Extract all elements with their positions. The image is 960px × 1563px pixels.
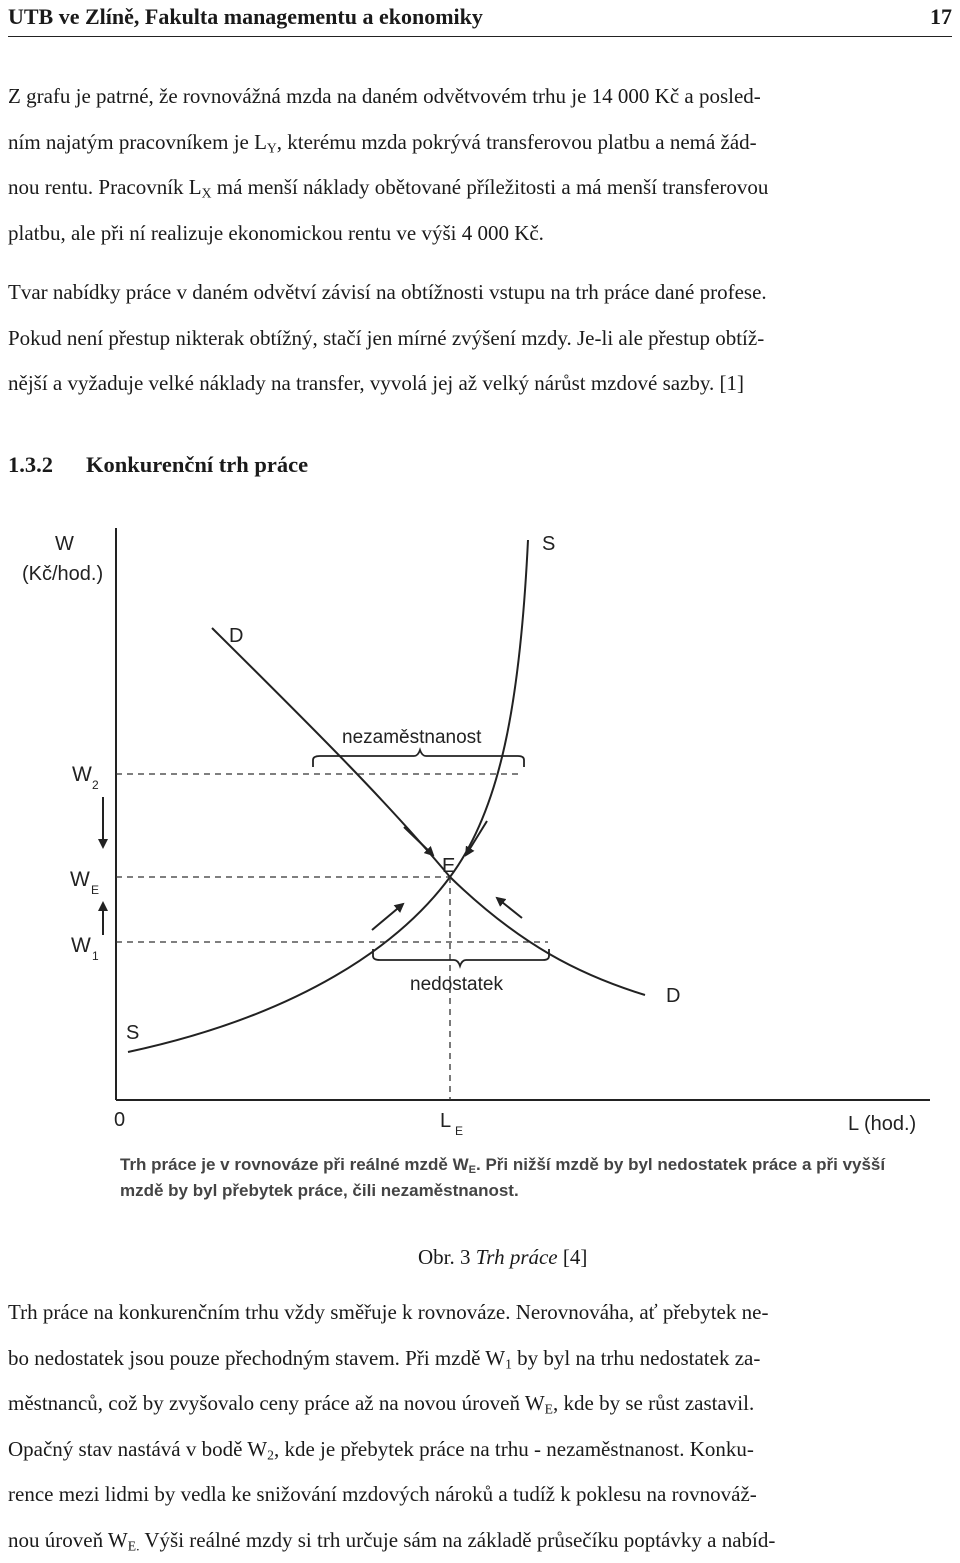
p1-line-1: Z grafu je patrné, že rovnovážná mzda na daném odvětvovém trhu je 14 000 Kč a posled- — [8, 74, 952, 120]
equilibrium-label: E — [442, 855, 455, 877]
p3-line-1: Trh práce na konkurenčním trhu vždy směřuje k rovnováze. Nerovnováha, ať přebytek ne- — [8, 1290, 952, 1336]
x-axis-label: L (hod.) — [848, 1113, 916, 1135]
caption-title: Trh práce — [476, 1245, 558, 1269]
p1-line-4: platbu, ale při ní realizuje ekonomickou rentu ve výši 4 000 Kč. — [8, 211, 952, 257]
shortage-brace — [373, 949, 549, 966]
demand-curve — [212, 628, 645, 995]
le-sub: E — [455, 1124, 463, 1138]
p3-line-6: nou úroveň $W_{E.}$ Výši reálné mzdy si trh určuje sám na základě průsečíku poptávky a nabíd- — [8, 1518, 952, 1563]
shortage-label: nedostatek — [410, 974, 503, 995]
header-title: UTB ve Zlíně, Fakulta managementu a ekonomiky — [8, 4, 483, 30]
section-title: Konkurenční trh práce — [86, 452, 308, 477]
w1-label: W — [71, 934, 91, 957]
paragraph-2 — [8, 270, 952, 407]
origin-label: 0 — [114, 1109, 125, 1131]
p3-line-5: rence mezi lidmi by vedla ke snižování mzdových nároků a tudíž k poklesu na rovnováž- — [8, 1472, 952, 1518]
p1-line-3: nou rentu. Pracovník $L_X$ má menší náklady obětované příležitosti a má menší transferovou — [8, 165, 952, 211]
section-heading — [8, 452, 308, 478]
le-label: L — [440, 1110, 451, 1132]
caption-prefix: Obr. 3 — [418, 1245, 471, 1269]
p3-line-3: městnanců, což by zvyšovalo ceny práce až na novou úroveň $W_E$, kde by se růst zastavil. — [8, 1381, 952, 1427]
supply-label-top: S — [542, 533, 555, 555]
arrow-bottomleft-icon — [372, 904, 403, 930]
section-number: 1.3.2 — [8, 452, 86, 478]
p2-line-3: nější a vyžaduje velké náklady na transfer, vyvolá jej až velký nárůst mzdové sazby. [1] — [8, 361, 952, 407]
labor-market-figure — [0, 505, 960, 1225]
p3-line-2: bo nedostatek jsou pouze přechodným stavem. Při mzdě $W_1$ by byl na trhu nedostatek za- — [8, 1336, 952, 1382]
demand-label-bottom: D — [666, 985, 680, 1007]
page-header — [8, 0, 952, 37]
figure-caption — [418, 1245, 587, 1270]
p1-line-2: ním najatým pracovníkem je $L_Y$, kterému mzda pokrývá transferovou platbu a nemá žád- — [8, 120, 952, 166]
arrow-topright-icon — [466, 821, 487, 855]
w2-label: W — [72, 763, 92, 786]
w2-sub: 2 — [92, 778, 99, 792]
surplus-label: nezaměstnanost — [342, 727, 482, 748]
we-sub: E — [91, 883, 99, 897]
paragraph-1 — [8, 74, 952, 256]
page-number: 17 — [930, 4, 952, 30]
demand-label-top: D — [229, 625, 243, 647]
arrow-topleft-icon — [404, 827, 433, 855]
figure-note-line-2: mzdě by byl přebytek práce, čili nezaměstnanost. — [120, 1178, 885, 1204]
p3-line-4: Opačný stav nastává v bodě $W_2$, kde je přebytek práce na trhu - nezaměstnanost. Konku- — [8, 1427, 952, 1473]
w1-sub: 1 — [92, 949, 99, 963]
we-label: W — [70, 868, 90, 891]
y-axis-label-w: W — [55, 533, 74, 555]
figure-note-line-1: Trh práce je v rovnováze při reálné mzdě $W_E$. Při nižší mzdě by byl nedostatek práce a při vyšší — [120, 1152, 885, 1178]
surplus-brace — [313, 750, 524, 767]
p2-line-2: Pokud není přestup nikterak obtížný, stačí jen mírné zvýšení mzdy. Je-li ale přestup obtíž- — [8, 316, 952, 362]
arrow-bottomright-icon — [497, 898, 522, 918]
paragraph-3 — [8, 1290, 952, 1563]
supply-label-bottom: S — [126, 1022, 139, 1044]
p2-line-1: Tvar nabídky práce v daném odvětví závisí na obtížnosti vstupu na trh práce dané profese. — [8, 270, 952, 316]
y-axis-label-unit: (Kč/hod.) — [22, 563, 103, 585]
labor-market-diagram — [0, 505, 960, 1225]
caption-ref: [4] — [563, 1245, 588, 1269]
figure-note — [120, 1152, 885, 1204]
